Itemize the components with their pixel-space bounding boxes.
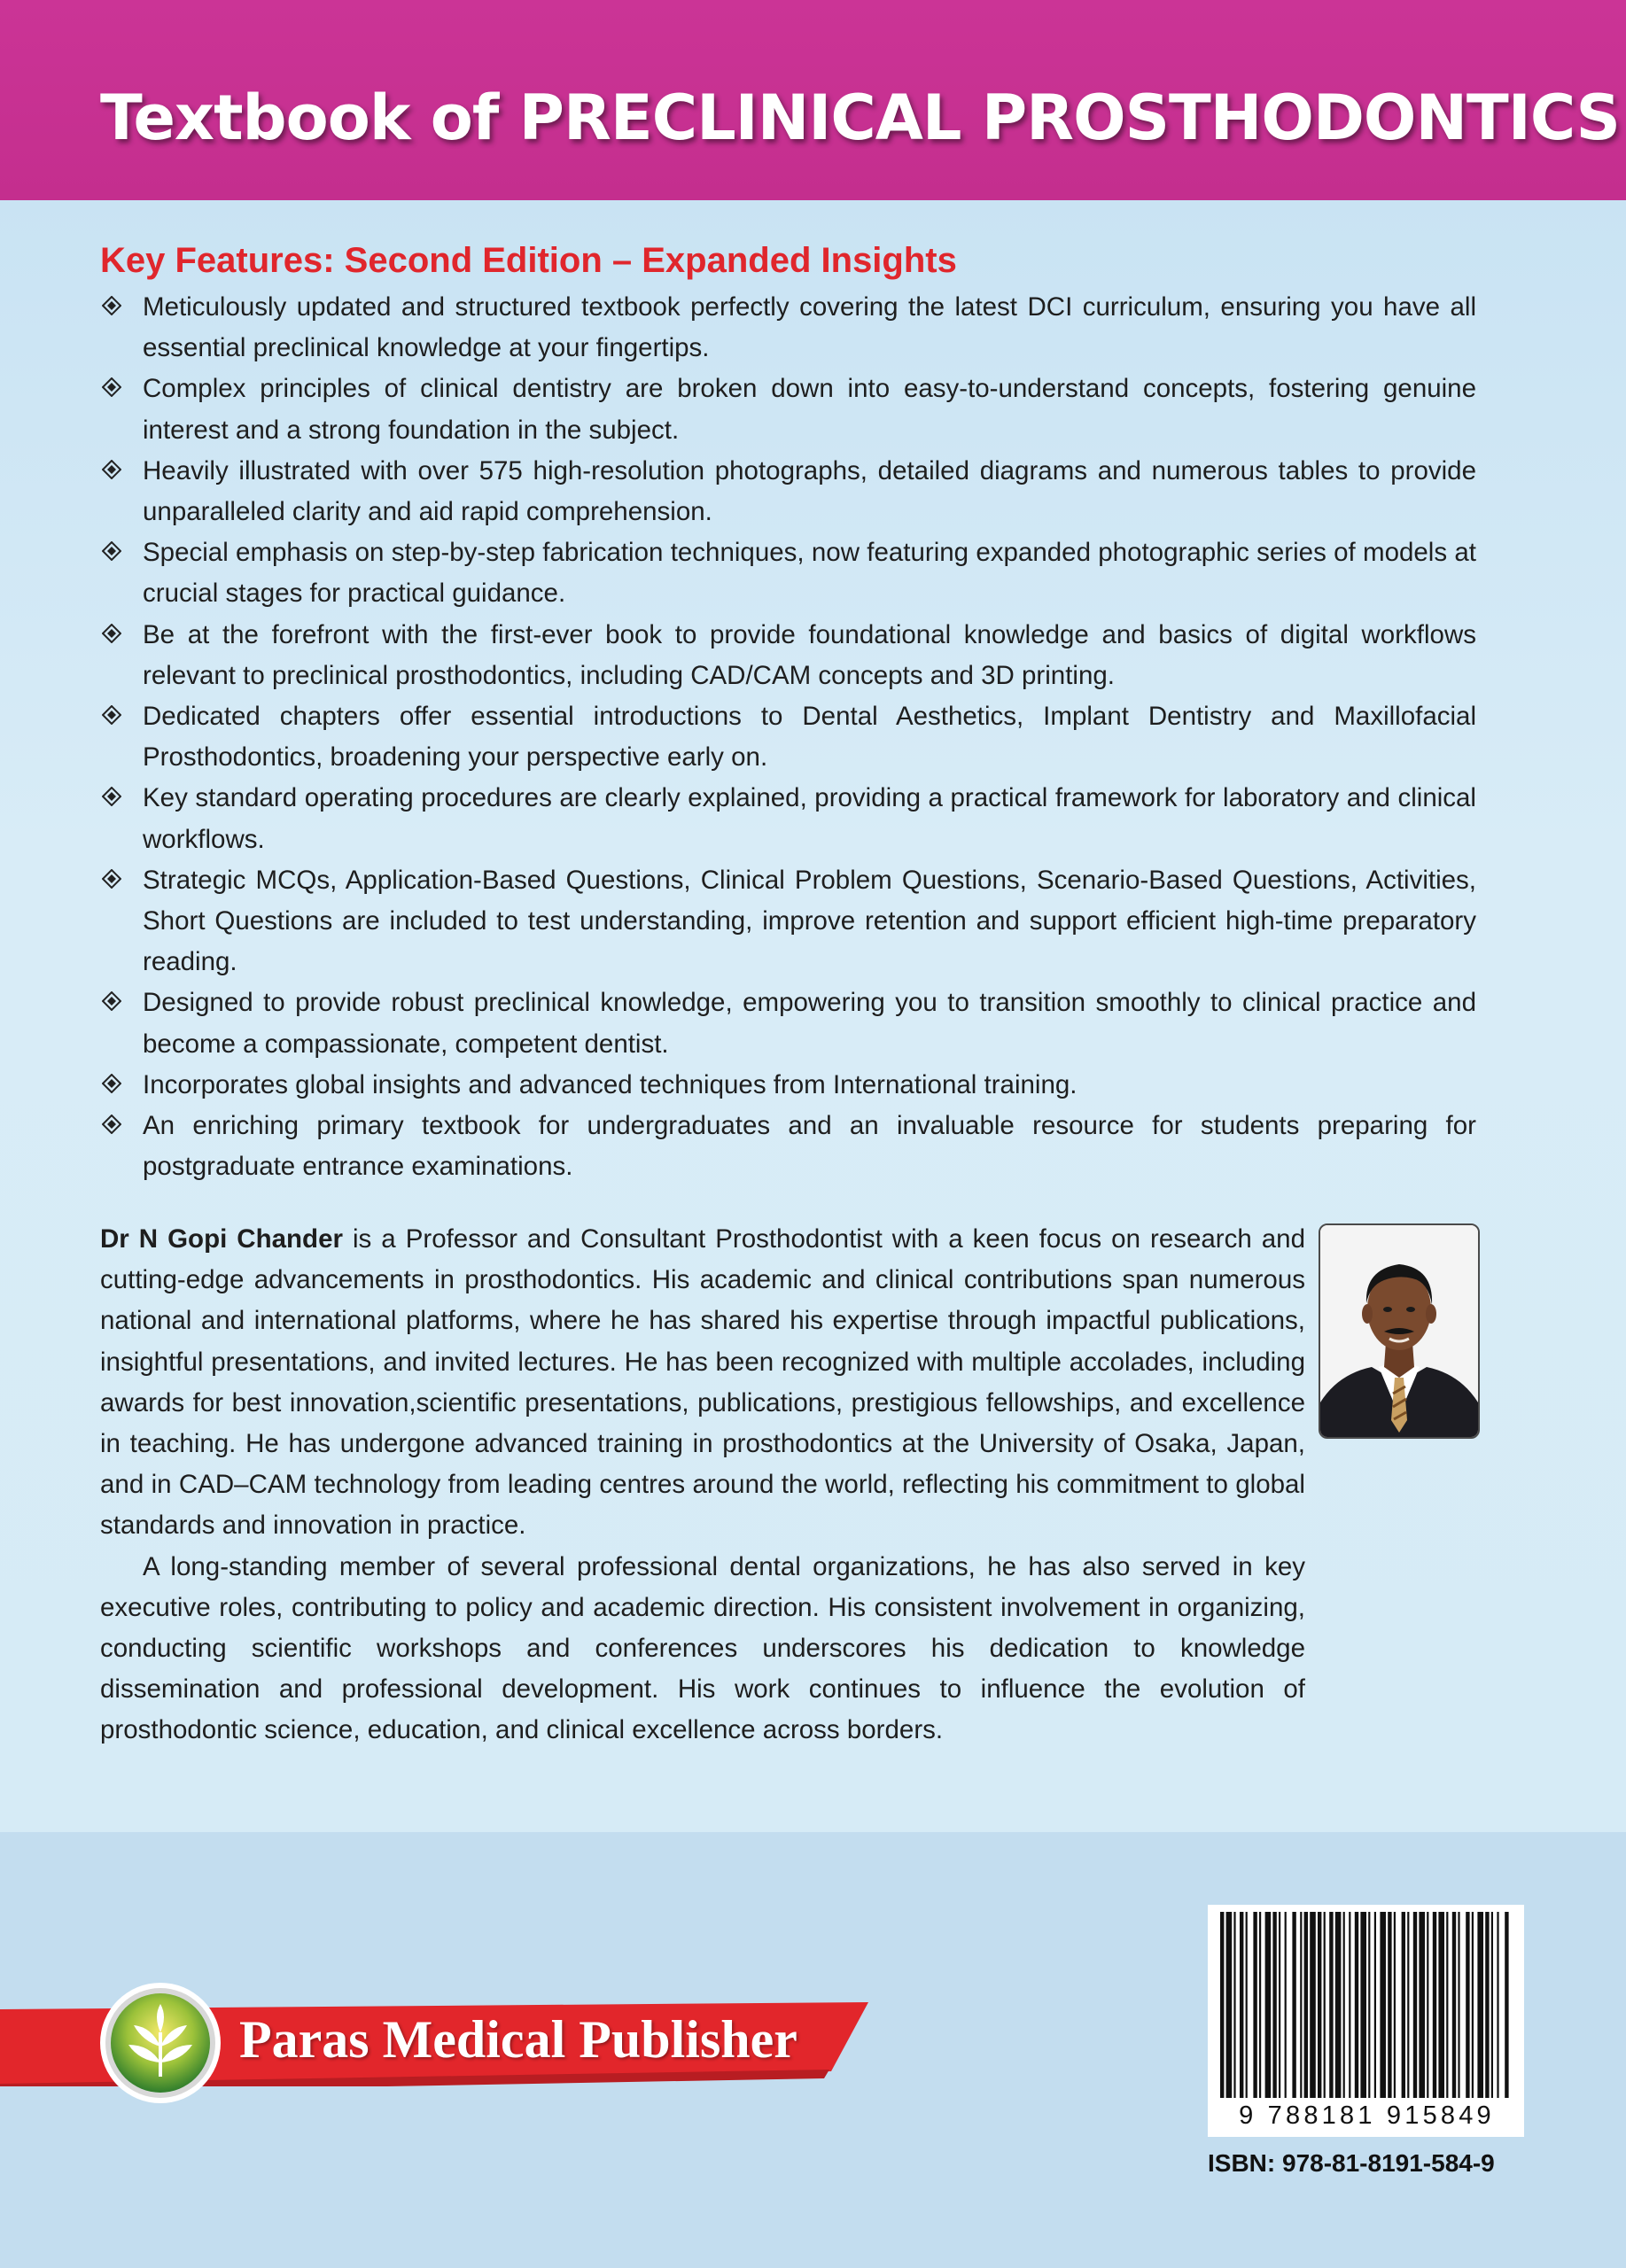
list-item xyxy=(100,1065,1476,1106)
barcode-bar xyxy=(1285,1912,1287,2098)
diamond-bullet-icon xyxy=(102,377,121,397)
list-item xyxy=(100,287,1476,369)
barcode-bar xyxy=(1272,1912,1276,2098)
barcode-bar xyxy=(1458,1912,1459,2098)
list-item xyxy=(100,860,1476,983)
barcode-bar xyxy=(1466,1912,1469,2098)
barcode-bar xyxy=(1388,1912,1391,2098)
barcode-bar xyxy=(1246,1912,1248,2098)
barcode-bar xyxy=(1318,1912,1321,2098)
barcode-bar xyxy=(1505,1912,1508,2098)
barcode-digits: 9 788181 915849 xyxy=(1239,2101,1495,2130)
barcode-bar xyxy=(1343,1912,1345,2098)
feature-text: Complex principles of clinical dentistry are broken down into easy-to-understand concepts, fostering genuine interest and a strong foundation in the subject. xyxy=(143,374,1476,445)
diamond-bullet-icon xyxy=(102,1115,121,1134)
author-bio-paragraph: A long-standing member of several professional dental organizations, he has also served in key executive roles, contributing to policy and academic direction. His consistent involvement in organizing, conducting scientific workshops and conferences underscores his dedication to knowledge dissemination and professional development. His work continues to influence the evolution of prosthodontic science, education, and clinical excellence across borders. xyxy=(100,1551,1305,1745)
key-features-heading: Key Features: Second Edition – Expanded Insights xyxy=(100,241,957,280)
book-title: Textbook of PRECLINICAL PROSTHODONTICS xyxy=(100,82,1620,154)
key-features-list xyxy=(100,287,1476,1187)
diamond-bullet-icon xyxy=(102,705,121,725)
list-item xyxy=(100,1106,1476,1187)
list-item xyxy=(100,696,1476,778)
barcode-bar xyxy=(1220,1912,1224,2098)
barcode-bar xyxy=(1433,1912,1436,2098)
barcode-bar xyxy=(1380,1912,1386,2098)
list-item xyxy=(100,369,1476,450)
barcode-bar xyxy=(1329,1912,1333,2098)
diamond-bullet-icon xyxy=(102,460,121,479)
diamond-bullet-icon xyxy=(102,541,121,561)
author-name: Dr N Gopi Chander xyxy=(100,1224,343,1254)
barcode-bar xyxy=(1472,1912,1474,2098)
barcode-bar xyxy=(1292,1912,1295,2098)
barcode-bar xyxy=(1452,1912,1456,2098)
barcode-bar xyxy=(1349,1912,1350,2098)
publisher-name: Paras Medical Publisher xyxy=(239,2010,797,2069)
barcode-bar xyxy=(1355,1912,1358,2098)
author-portrait-icon xyxy=(1320,1225,1478,1437)
feature-text: Be at the forefront with the first-ever book to provide foundational knowledge and basics of digital workflows relevant to preclinical prosthodontics, including CAD/CAM concepts and 3D printing. xyxy=(143,619,1476,690)
barcode-bar xyxy=(1233,1912,1235,2098)
feature-text: Dedicated chapters offer essential introductions to Dental Aesthetics, Implant Dentistry and Maxillofacial Prosthodontics, broadening your perspective early on. xyxy=(143,702,1476,773)
list-item xyxy=(100,451,1476,532)
feature-text: Key standard operating procedures are clearly explained, providing a practical framework for laboratory and clinical workflows. xyxy=(143,783,1476,854)
barcode-bar xyxy=(1300,1912,1302,2098)
feature-text: Incorporates global insights and advanced techniques from International training. xyxy=(143,1069,1078,1099)
barcode-bar xyxy=(1394,1912,1396,2098)
barcode-bar xyxy=(1402,1912,1405,2098)
barcode-bar xyxy=(1413,1912,1417,2098)
barcode-bar xyxy=(1310,1912,1316,2098)
barcode-bar xyxy=(1279,1912,1280,2098)
barcode-bar xyxy=(1497,1912,1498,2098)
feature-text: An enriching primary textbook for undergraduates and an invaluable resource for students preparing for postgraduate entrance examinations. xyxy=(143,1111,1476,1182)
author-bio-text: is a Professor and Consultant Prosthodontist with a keen focus on research and cutting-edge advancements in prosthodontics. His academic and clinical contributions span numerous national and international platforms, where he has shared his expertise through impactful publications, insightful presentations, and invited lectures. He has been recognized with multiple accolades, including awards for best innovation,scientific presentations, publications, prestigious fellowships, and excellence in teaching. He has undergone advanced training in prosthodontics at the University of Osaka, Japan, and in CAD–CAM technology from leading centres around the world, reflecting his commitment to global standards and innovation in practice. xyxy=(100,1224,1305,1541)
barcode-bar xyxy=(1419,1912,1425,2098)
diamond-bullet-icon xyxy=(102,296,121,315)
diamond-bullet-icon xyxy=(102,869,121,889)
barcode-bar xyxy=(1407,1912,1409,2098)
list-item xyxy=(100,778,1476,859)
author-photo xyxy=(1319,1223,1480,1439)
barcode-bar xyxy=(1265,1912,1272,2098)
feature-text: Meticulously updated and structured textbook perfectly covering the latest DCI curriculum, ensuring you have all essential preclinical knowledge at your fingertips. xyxy=(143,292,1476,363)
author-bio-paragraph xyxy=(100,1219,1305,1547)
publisher-logo-icon xyxy=(98,1981,222,2105)
list-item xyxy=(100,983,1476,1064)
barcode-bar xyxy=(1438,1912,1444,2098)
list-item xyxy=(100,532,1476,614)
barcode-bar xyxy=(1368,1912,1370,2098)
barcode-bar xyxy=(1259,1912,1261,2098)
diamond-bullet-icon xyxy=(102,787,121,806)
barcode-bar xyxy=(1226,1912,1233,2098)
barcode-bar xyxy=(1427,1912,1428,2098)
list-item xyxy=(100,615,1476,696)
barcode-bar xyxy=(1240,1912,1243,2098)
author-bio xyxy=(100,1219,1305,1751)
feature-text: Strategic MCQs, Application-Based Questions, Clinical Problem Questions, Scenario-Based Questions, Activities, Short Questions are included to test understanding, improve retention and support efficient high-time preparatory reading. xyxy=(143,865,1476,977)
barcode-bar xyxy=(1324,1912,1326,2098)
barcode-bar xyxy=(1360,1912,1366,2098)
diamond-bullet-icon xyxy=(102,991,121,1011)
barcode-bar xyxy=(1304,1912,1308,2098)
barcode-bar xyxy=(1485,1912,1489,2098)
barcode-bar xyxy=(1335,1912,1342,2098)
feature-text: Designed to provide robust preclinical knowledge, empowering you to transition smoothly to clinical practice and become a compassionate, competent dentist. xyxy=(143,988,1476,1059)
diamond-bullet-icon xyxy=(102,624,121,643)
isbn-label: ISBN: 978-81-8191-584-9 xyxy=(1208,2149,1495,2177)
feature-text: Special emphasis on step-by-step fabrication techniques, now featuring expanded photographic series of models at crucial stages for practical guidance. xyxy=(143,538,1476,609)
barcode-bar xyxy=(1446,1912,1448,2098)
feature-text: Heavily illustrated with over 575 high-resolution photographs, detailed diagrams and numerous tables to provide unparalleled clarity and aid rapid comprehension. xyxy=(143,455,1476,527)
diamond-bullet-icon xyxy=(102,1074,121,1093)
barcode-bar xyxy=(1374,1912,1376,2098)
barcode-bar xyxy=(1253,1912,1256,2098)
barcode-bar xyxy=(1491,1912,1493,2098)
barcode-bar xyxy=(1477,1912,1483,2098)
